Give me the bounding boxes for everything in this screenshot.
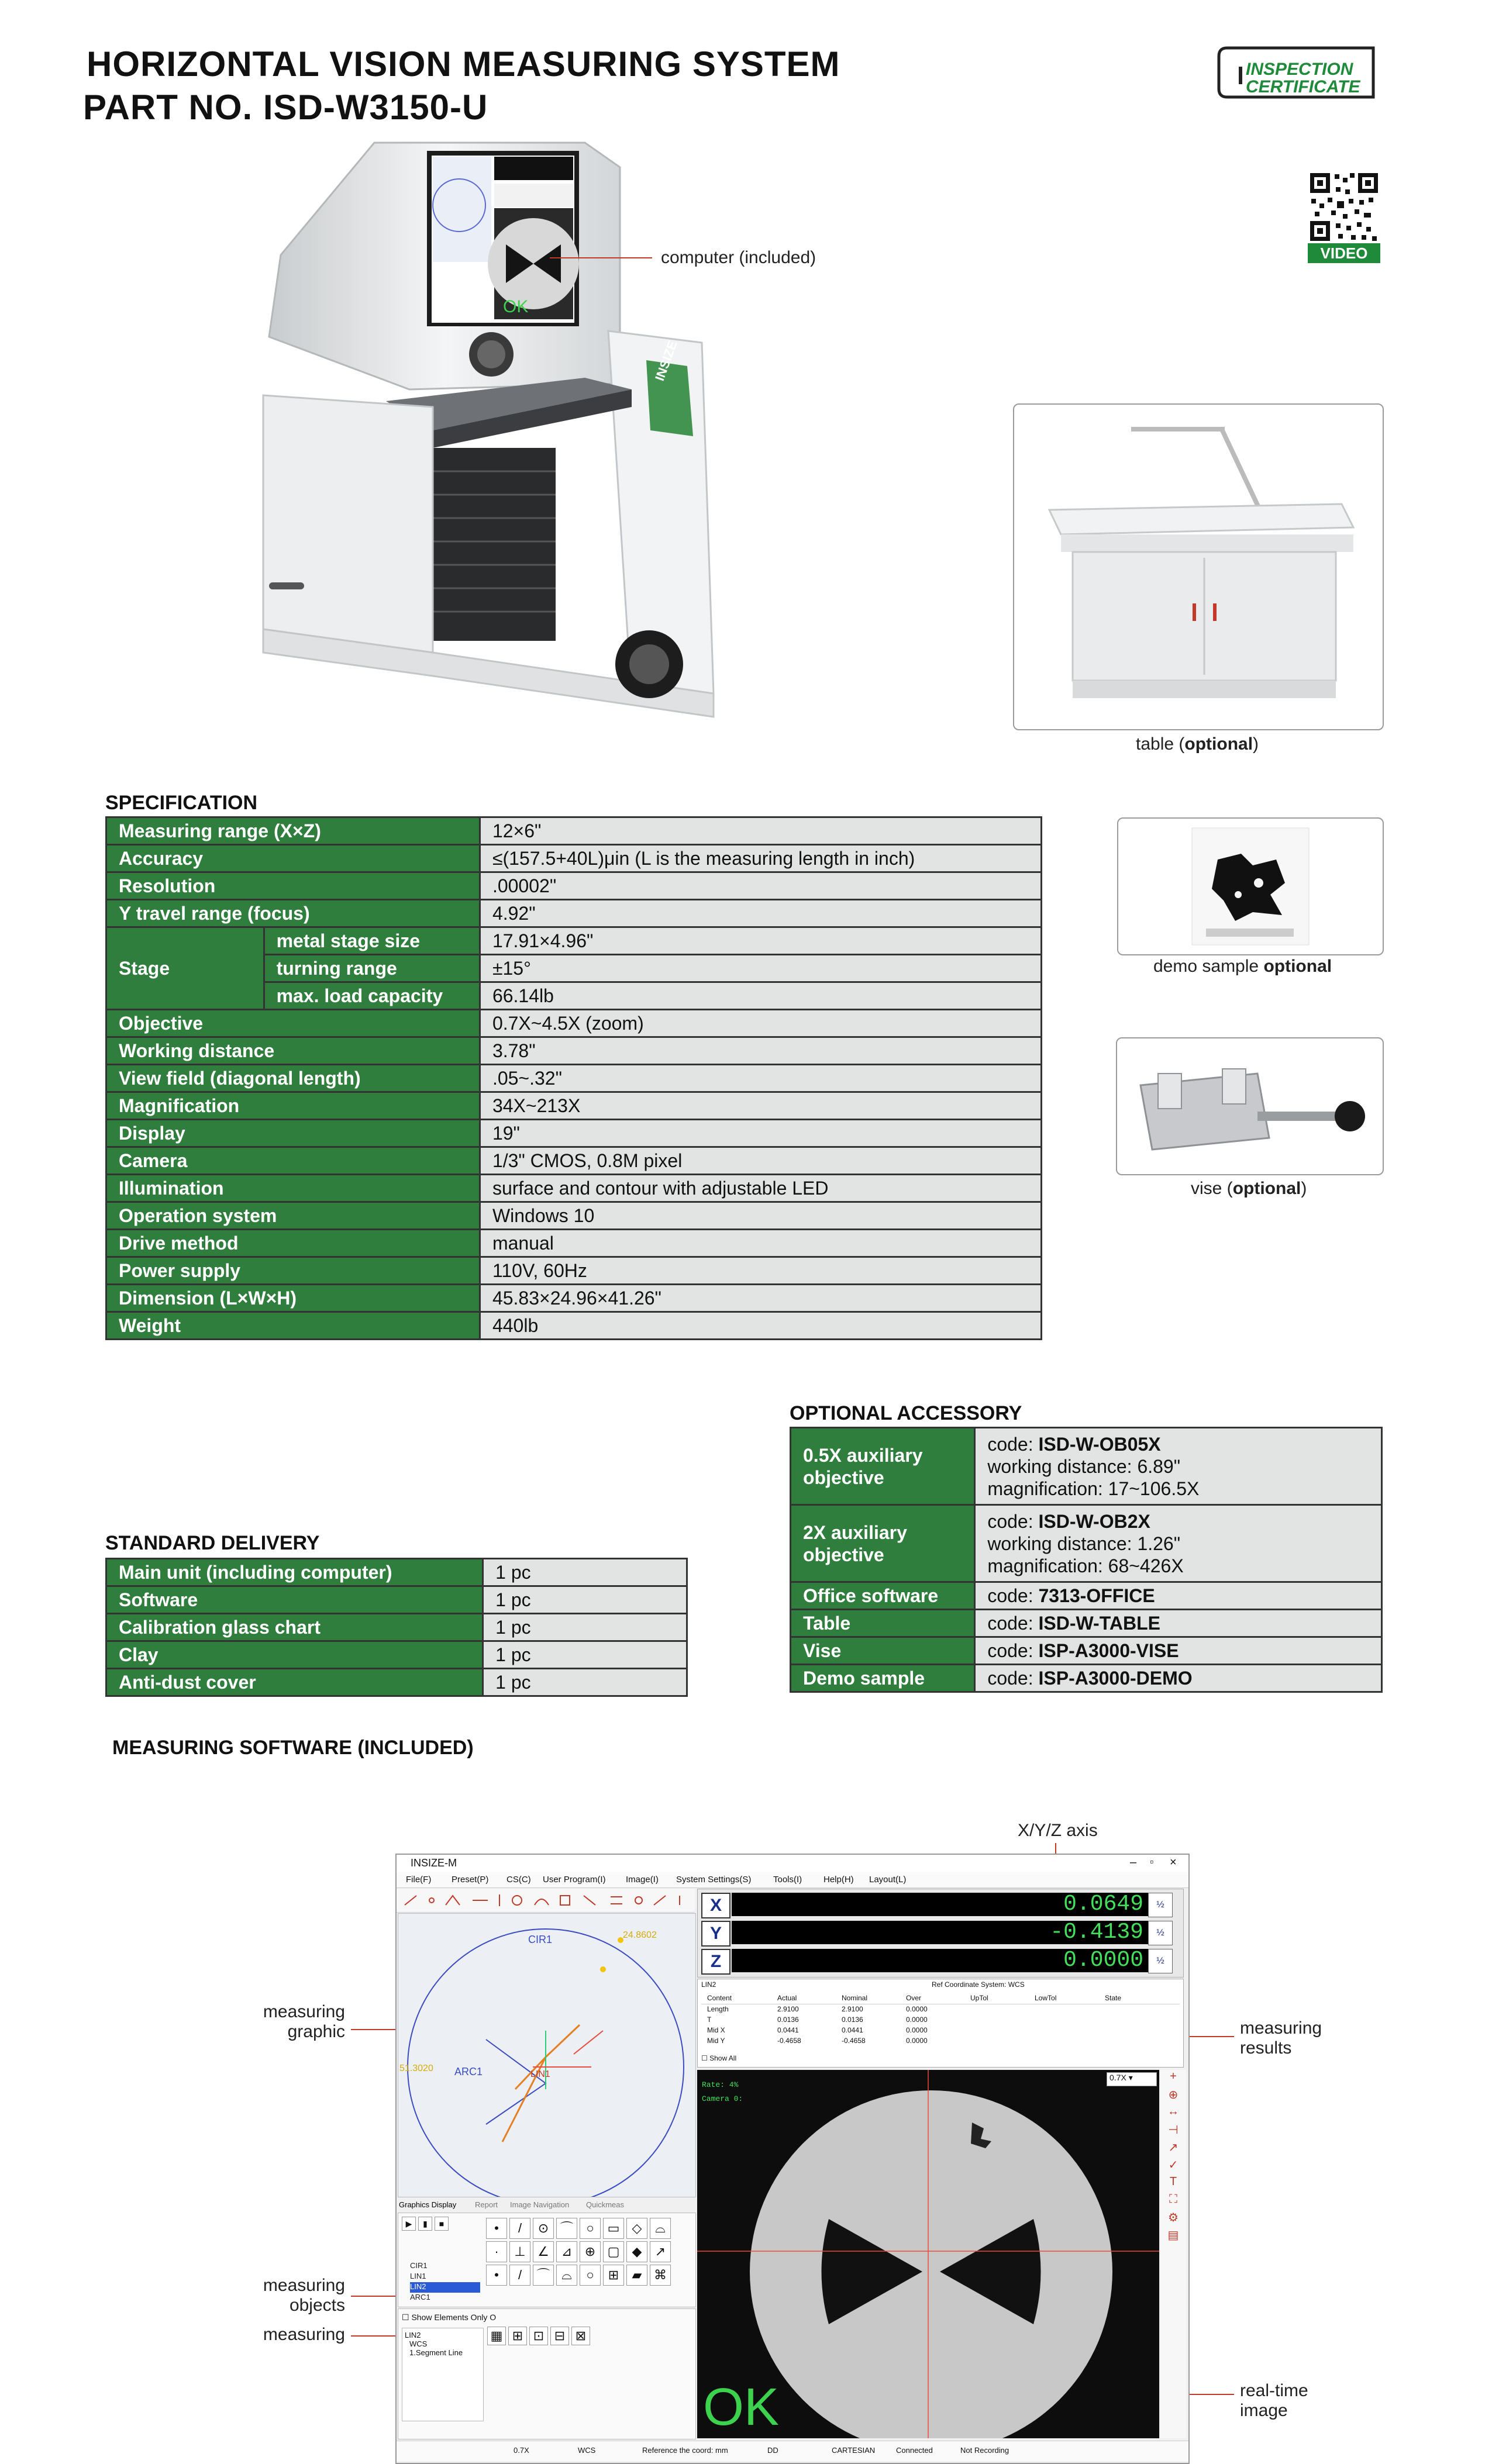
caption-table <box>1136 734 1259 754</box>
accessory-code-cell <box>975 1505 1382 1582</box>
optional-accessory-heading: OPTIONAL ACCESSORY <box>790 1402 1022 1424</box>
spec-key: Operation system <box>106 1202 480 1230</box>
spec-row <box>106 1120 1042 1147</box>
spec-row <box>106 845 1042 872</box>
measure-tool-icon[interactable]: • <box>486 2265 507 2286</box>
results-row <box>701 2004 1180 2015</box>
menu-item[interactable]: Tools(I) <box>773 1875 802 1885</box>
vise-image <box>1117 1038 1383 1174</box>
menu-item[interactable]: CS(C) <box>506 1875 531 1885</box>
callout-measuring: measuring <box>263 2325 345 2344</box>
accessory-name: Table <box>791 1610 975 1637</box>
spec-row <box>106 1257 1042 1285</box>
menu-item[interactable]: User Program(I) <box>543 1875 606 1885</box>
callout-line-computer <box>550 257 652 258</box>
measuring-graphic[interactable] <box>398 1913 696 2197</box>
specification-heading: SPECIFICATION <box>105 792 258 814</box>
accessory-code-cell <box>975 1428 1382 1505</box>
play-icon[interactable]: ▶ <box>402 2217 416 2231</box>
caption-vise-bold: optional <box>1232 1179 1301 1198</box>
rate-text: Rate: 4% <box>702 2080 739 2089</box>
results-row <box>701 2025 1180 2036</box>
spec-value: Windows 10 <box>480 1202 1041 1230</box>
spec-row <box>106 1202 1042 1230</box>
measure-tool-icon[interactable]: ⌓ <box>556 2265 577 2286</box>
delivery-qty: 1 pc <box>483 1559 687 1586</box>
right-tool-icon[interactable]: ⛶ <box>1169 2193 1177 2206</box>
maximize-icon[interactable]: ▫ <box>1150 1856 1154 1868</box>
code-prefix: code: <box>987 1510 1039 1532</box>
delivery-row <box>106 1586 687 1614</box>
dro-panel <box>697 1889 1184 1978</box>
results-cell: Length <box>707 2005 729 2013</box>
step-icon[interactable]: ▮ <box>418 2217 432 2231</box>
tab[interactable]: Quickmeas <box>586 2200 625 2209</box>
measure-tool-icon[interactable]: ◆ <box>626 2241 647 2262</box>
measure-tool-grid <box>485 2217 694 2287</box>
software-window <box>395 1854 1190 2464</box>
results-cell: 2.9100 <box>777 2005 799 2013</box>
label-lin1: LIN1 <box>530 2069 550 2079</box>
results-cell: T <box>707 2016 712 2024</box>
menu-item[interactable]: Image(I) <box>626 1875 659 1885</box>
objects-panel <box>398 2213 696 2307</box>
spec-value: 19" <box>480 1120 1041 1147</box>
menu-item[interactable]: Preset(P) <box>452 1875 489 1885</box>
accessory-magnification: magnification: 68~426X <box>987 1555 1184 1576</box>
status-item: 0.7X <box>514 2446 529 2455</box>
accessory-name: 2X auxiliary objective <box>791 1505 975 1582</box>
caption-table-prefix: table ( <box>1136 734 1185 754</box>
measure-tool-icon[interactable]: / <box>509 2218 530 2239</box>
delivery-qty: 1 pc <box>483 1641 687 1669</box>
spec-key: Illumination <box>106 1175 480 1202</box>
callout-axis: X/Y/Z axis <box>1018 1821 1098 1840</box>
accessory-code-cell <box>975 1610 1382 1637</box>
spec-value: .05~.32" <box>480 1065 1041 1092</box>
accessory-row <box>791 1610 1382 1637</box>
spec-row <box>106 1312 1042 1340</box>
delivery-row <box>106 1614 687 1641</box>
screen-ok-text: OK <box>503 297 529 316</box>
code-prefix: code: <box>987 1613 1039 1634</box>
spec-row <box>106 872 1042 900</box>
tool-mini-row <box>401 2215 483 2232</box>
small-tool-row <box>486 2325 591 2346</box>
results-cell: 0.0136 <box>842 2016 863 2024</box>
dro-row <box>701 1949 1180 1975</box>
delivery-item: Software <box>106 1586 483 1614</box>
minimize-icon[interactable]: – <box>1130 1856 1137 1869</box>
accessory-code: 7313-OFFICE <box>1038 1585 1155 1606</box>
results-header <box>701 1993 1180 2004</box>
demo-sample-image <box>1118 819 1383 954</box>
brand-logo: INSIZE <box>652 339 680 383</box>
accessory-name: Demo sample <box>791 1665 975 1692</box>
callout-objects: measuring objects <box>263 2276 345 2315</box>
delivery-row <box>106 1641 687 1669</box>
spec-value: surface and contour with adjustable LED <box>480 1175 1041 1202</box>
spec-subkey: max. load capacity <box>264 982 480 1010</box>
caption-vise-suffix: ) <box>1301 1179 1307 1198</box>
callout-computer: computer (included) <box>661 248 816 267</box>
accessory-name: Vise <box>791 1637 975 1665</box>
spec-subkey: metal stage size <box>264 927 480 955</box>
ok-indicator: OK <box>703 2378 780 2437</box>
optional-table-frame <box>1013 403 1384 730</box>
spec-row <box>106 1037 1042 1065</box>
results-cell: 0.0000 <box>906 2016 928 2024</box>
status-item: DD <box>767 2446 778 2455</box>
status-item: Reference the coord: mm <box>642 2446 728 2455</box>
spec-value: 66.14lb <box>480 982 1041 1010</box>
results-cell: 0.0000 <box>906 2026 928 2034</box>
code-prefix: code: <box>987 1585 1039 1606</box>
measure-tool-icon[interactable]: ⌒ <box>533 2265 554 2286</box>
results-cell: 0.0000 <box>906 2037 928 2045</box>
elements-panel <box>398 2308 696 2439</box>
accessory-name: 0.5X auxiliary objective <box>791 1428 975 1505</box>
menu-bar <box>397 1872 1188 1888</box>
dro-value: -0.4139 <box>732 1921 1154 1944</box>
menu-item[interactable]: Layout(L) <box>869 1875 907 1885</box>
tab[interactable]: Image Navigation <box>510 2200 570 2209</box>
spec-key: Measuring range (X×Z) <box>106 817 480 845</box>
tool-icon-c[interactable]: ⊡ <box>529 2327 548 2345</box>
accessory-working-distance: working distance: 1.26" <box>987 1533 1181 1554</box>
tree-item[interactable]: WCS <box>409 2339 428 2348</box>
delivery-item: Clay <box>106 1641 483 1669</box>
tool-icon-a[interactable]: ▦ <box>487 2327 506 2345</box>
results-row <box>701 2036 1180 2047</box>
objects-list <box>410 2261 480 2303</box>
measure-tool-icon[interactable]: · <box>486 2241 507 2262</box>
spec-value: 45.83×24.96×41.26" <box>480 1285 1041 1312</box>
dro-value: 0.0000 <box>732 1949 1154 1972</box>
accessory-code-cell <box>975 1665 1382 1692</box>
spec-value: 1/3" CMOS, 0.8M pixel <box>480 1147 1041 1175</box>
measure-tool-icon[interactable]: ∠ <box>533 2241 554 2262</box>
results-cell: 0.0441 <box>777 2026 799 2034</box>
measure-tool-icon[interactable]: ○ <box>580 2218 601 2239</box>
measure-tool-icon[interactable]: ▰ <box>626 2265 647 2286</box>
delivery-qty: 1 pc <box>483 1586 687 1614</box>
caption-demo <box>1153 957 1332 976</box>
caption-table-suffix: ) <box>1253 734 1259 754</box>
caption-demo-bold: optional <box>1263 957 1332 976</box>
spec-key-stage: Stage <box>106 927 264 1010</box>
code-prefix: code: <box>987 1433 1039 1455</box>
right-toolbar <box>1160 2070 1186 2438</box>
spec-value: manual <box>480 1230 1041 1257</box>
measure-tool-icon[interactable]: ⊥ <box>509 2241 530 2262</box>
object-item[interactable]: ARC1 <box>410 2293 430 2301</box>
results-cell: Mid Y <box>707 2037 725 2045</box>
menu-item[interactable]: Help(H) <box>823 1875 854 1885</box>
caption-table-bold: optional <box>1184 734 1253 754</box>
measure-tool-icon[interactable]: ○ <box>580 2265 601 2286</box>
vise-frame <box>1116 1037 1384 1175</box>
zoom-select[interactable]: 0.7X ▾ <box>1107 2072 1157 2086</box>
table-image <box>1014 405 1383 729</box>
accessory-code: ISD-W-OB05X <box>1038 1433 1161 1455</box>
accessory-code: ISP-A3000-DEMO <box>1038 1668 1193 1689</box>
results-cell: 0.0000 <box>906 2005 928 2013</box>
accessory-code-cell <box>975 1637 1382 1665</box>
callout-graphic: measuring graphic <box>263 2002 345 2041</box>
spec-key: Drive method <box>106 1230 480 1257</box>
status-item: Not Recording <box>960 2446 1009 2455</box>
measure-tool-icon[interactable]: ▢ <box>603 2241 624 2262</box>
spec-value: 12×6" <box>480 817 1041 845</box>
dro-half-icon[interactable]: ½ <box>1148 1949 1173 1973</box>
delivery-qty: 1 pc <box>483 1669 687 1696</box>
zoom-value: 0.7X <box>1109 2073 1126 2082</box>
object-item[interactable]: CIR1 <box>410 2261 428 2270</box>
measure-tool-icon[interactable]: ⊿ <box>556 2241 577 2262</box>
spec-value: ≤(157.5+40L)μin (L is the measuring length in inch) <box>480 845 1041 872</box>
spec-row <box>106 817 1042 845</box>
standard-delivery-table <box>105 1558 688 1697</box>
callout-realtime: real-time image <box>1240 2381 1308 2420</box>
machine-image <box>257 138 819 746</box>
results-header-cell: Nominal <box>842 1994 868 2002</box>
accessory-row <box>791 1582 1382 1610</box>
measure-tool-icon[interactable]: ⊕ <box>580 2241 601 2262</box>
qr-icon <box>1308 171 1380 243</box>
results-header-cell: UpTol <box>970 1994 988 2002</box>
dro-value: 0.0649 <box>732 1893 1154 1916</box>
dro-axis-label: Y <box>701 1921 731 1947</box>
demo-sample-frame <box>1117 817 1384 955</box>
measure-tool-icon[interactable]: ⊙ <box>533 2218 554 2239</box>
spec-key: Display <box>106 1120 480 1147</box>
results-panel <box>697 1979 1184 2068</box>
right-tool-icon[interactable]: ▤ <box>1167 2229 1179 2242</box>
results-header-cell: LowTol <box>1035 1994 1057 2002</box>
measure-tool-icon[interactable]: ⌒ <box>556 2218 577 2239</box>
dro-half-icon[interactable]: ½ <box>1148 1921 1173 1945</box>
spec-value: ±15° <box>480 955 1041 982</box>
results-cell: Mid X <box>707 2026 725 2034</box>
measure-tool-icon[interactable]: ⌘ <box>650 2265 671 2286</box>
window-title: INSIZE-M <box>411 1857 457 1869</box>
spec-value: 34X~213X <box>480 1092 1041 1120</box>
right-tool-icon[interactable]: ⊕ <box>1168 2089 1179 2101</box>
spec-value: .00002" <box>480 872 1041 900</box>
spec-key: Magnification <box>106 1092 480 1120</box>
callout-results: measuring results <box>1240 2018 1322 2058</box>
results-table <box>701 1993 1180 2047</box>
software-heading: MEASURING SOFTWARE (INCLUDED) <box>112 1737 474 1759</box>
results-header-cell: State <box>1105 1994 1122 2002</box>
delivery-row <box>106 1669 687 1696</box>
accessory-magnification: magnification: 17~106.5X <box>987 1478 1200 1499</box>
spec-row <box>106 900 1042 927</box>
right-tool-icon[interactable]: + <box>1170 2070 1177 2083</box>
toolbar-icons <box>397 1889 695 1912</box>
optional-accessory-table <box>790 1427 1383 1693</box>
graphic-canvas <box>398 1914 695 2197</box>
results-cell: 0.0136 <box>777 2016 799 2024</box>
right-tool-icon[interactable]: ✓ <box>1168 2159 1179 2172</box>
spec-row <box>106 1147 1042 1175</box>
tab[interactable]: Graphics Display <box>399 2200 457 2209</box>
badge-line1: INSPECTION <box>1246 60 1353 79</box>
label-cir1: CIR1 <box>528 1934 553 1945</box>
video-qr-code[interactable] <box>1308 171 1380 264</box>
show-all-label: Show All <box>709 2054 737 2062</box>
results-cell: -0.4658 <box>777 2037 801 2045</box>
status-item: WCS <box>578 2446 596 2455</box>
measure-tool-icon[interactable]: ⌓ <box>650 2218 671 2239</box>
page-title: HORIZONTAL VISION MEASURING SYSTEM <box>87 44 840 84</box>
spec-row <box>106 1285 1042 1312</box>
delivery-row <box>106 1559 687 1586</box>
results-cell: 2.9100 <box>842 2005 863 2013</box>
spec-key: Accuracy <box>106 845 480 872</box>
tool-icon-d[interactable]: ⊟ <box>550 2327 569 2345</box>
standard-delivery-heading: STANDARD DELIVERY <box>105 1532 320 1554</box>
spec-key: Working distance <box>106 1037 480 1065</box>
caption-vise <box>1191 1179 1307 1199</box>
tool-icon-b[interactable]: ⊞ <box>508 2327 527 2345</box>
spec-subkey: turning range <box>264 955 480 982</box>
dro-row <box>701 1893 1180 1918</box>
dro-axis-label: X <box>701 1893 731 1918</box>
results-name: LIN2 <box>701 1980 716 1989</box>
right-tool-icon[interactable]: ↔ <box>1167 2105 1179 2118</box>
window-titlebar <box>397 1855 1188 1873</box>
accessory-working-distance: working distance: 6.89" <box>987 1455 1181 1477</box>
results-header-cell: Actual <box>777 1994 797 2002</box>
measure-tool-icon[interactable]: ▭ <box>603 2218 624 2239</box>
label-dimension: 51.3020 <box>399 2063 433 2073</box>
spec-row <box>106 1230 1042 1257</box>
dro-half-icon[interactable]: ½ <box>1148 1893 1173 1917</box>
accessory-row <box>791 1505 1382 1582</box>
menu-item[interactable]: File(F) <box>406 1875 432 1885</box>
accessory-row <box>791 1637 1382 1665</box>
label-arc1: ARC1 <box>454 2066 483 2078</box>
spec-row <box>106 1010 1042 1037</box>
results-header-cell: Over <box>906 1994 922 2002</box>
dro-axis-label: Z <box>701 1949 731 1975</box>
right-tool-icon[interactable]: T <box>1169 2175 1177 2188</box>
part-number: PART NO. ISD-W3150-U <box>83 88 488 127</box>
spec-key: Objective <box>106 1010 480 1037</box>
delivery-item: Anti-dust cover <box>106 1669 483 1696</box>
accessory-code: ISD-W-OB2X <box>1038 1510 1150 1532</box>
right-tool-icon[interactable]: ⊣ <box>1168 2124 1179 2137</box>
spec-key: View field (diagonal length) <box>106 1065 480 1092</box>
results-row <box>701 2015 1180 2025</box>
spec-value: 110V, 60Hz <box>480 1257 1041 1285</box>
spec-key: Weight <box>106 1312 480 1340</box>
results-cs: Ref Coordinate System: WCS <box>932 1980 1025 1989</box>
dro-row <box>701 1921 1180 1947</box>
toolbar <box>397 1889 695 1913</box>
measure-tool-icon[interactable]: • <box>486 2218 507 2239</box>
status-item: CARTESIAN <box>832 2446 876 2455</box>
stop-icon[interactable]: ■ <box>435 2217 449 2231</box>
right-tool-icon[interactable]: ↗ <box>1168 2141 1179 2154</box>
spec-value: 440lb <box>480 1312 1041 1340</box>
inspection-certificate-badge <box>1215 43 1385 102</box>
measure-tool-icon[interactable]: ↗ <box>650 2241 671 2262</box>
menu-item[interactable]: System Settings(S) <box>676 1875 752 1885</box>
spec-key: Power supply <box>106 1257 480 1285</box>
show-elements-checkbox[interactable]: ☐ Show Elements Only O <box>402 2313 497 2322</box>
spec-key: Resolution <box>106 872 480 900</box>
status-bar <box>397 2441 1188 2461</box>
spec-row <box>106 1175 1042 1202</box>
spec-value: 3.78" <box>480 1037 1041 1065</box>
spec-row <box>106 1092 1042 1120</box>
caption-vise-prefix: vise ( <box>1191 1179 1233 1198</box>
results-cell: 0.0441 <box>842 2026 863 2034</box>
accessory-code: ISD-W-TABLE <box>1038 1613 1160 1634</box>
show-all-checkbox[interactable]: ☐ Show All <box>701 2054 737 2062</box>
object-item[interactable]: LIN1 <box>410 2272 426 2280</box>
delivery-item: Main unit (including computer) <box>106 1559 483 1586</box>
spec-key: Y travel range (focus) <box>106 900 480 927</box>
tree-item[interactable]: LIN2 <box>405 2331 421 2339</box>
tab[interactable]: Report <box>475 2200 498 2209</box>
results-header-cell: Content <box>707 1994 732 2002</box>
tool-icon-e[interactable]: ⊠ <box>571 2327 590 2345</box>
element-tree <box>402 2328 484 2421</box>
measure-tool-icon[interactable]: / <box>509 2265 530 2286</box>
spec-key: Camera <box>106 1147 480 1175</box>
spec-row <box>106 1065 1042 1092</box>
delivery-qty: 1 pc <box>483 1614 687 1641</box>
measure-tool-icon[interactable]: ⊞ <box>603 2265 624 2286</box>
camera-text: Camera 0: <box>702 2094 743 2103</box>
status-item: Connected <box>896 2446 933 2455</box>
accessory-code: ISP-A3000-VISE <box>1038 1640 1179 1661</box>
accessory-row <box>791 1428 1382 1505</box>
tab-bar <box>398 2199 695 2211</box>
results-cell: -0.4658 <box>842 2037 866 2045</box>
code-prefix: code: <box>987 1668 1039 1689</box>
accessory-name: Office software <box>791 1582 975 1610</box>
accessory-row <box>791 1665 1382 1692</box>
video-label: VIDEO <box>1308 243 1380 263</box>
spec-value: 0.7X~4.5X (zoom) <box>480 1010 1041 1037</box>
spec-row-stage <box>106 927 1042 955</box>
label-point: 24.8602 <box>623 1930 657 1940</box>
spec-value: 4.92" <box>480 900 1041 927</box>
code-prefix: code: <box>987 1640 1039 1661</box>
realtime-image[interactable] <box>697 2070 1159 2438</box>
object-item[interactable]: LIN2 <box>410 2282 480 2293</box>
right-tool-icon[interactable]: ⚙ <box>1168 2211 1179 2224</box>
delivery-item: Calibration glass chart <box>106 1614 483 1641</box>
spec-value: 17.91×4.96" <box>480 927 1041 955</box>
badge-line2: CERTIFICATE <box>1246 77 1360 96</box>
accessory-code-cell <box>975 1582 1382 1610</box>
specification-table <box>105 816 1042 1340</box>
close-icon[interactable]: × <box>1170 1856 1177 1869</box>
show-elements-label: Show Elements Only O <box>411 2313 497 2322</box>
tree-item[interactable]: 1.Segment Line <box>409 2348 463 2357</box>
measure-tool-icon[interactable]: ◇ <box>626 2218 647 2239</box>
spec-key: Dimension (L×W×H) <box>106 1285 480 1312</box>
caption-demo-prefix: demo sample <box>1153 957 1264 976</box>
